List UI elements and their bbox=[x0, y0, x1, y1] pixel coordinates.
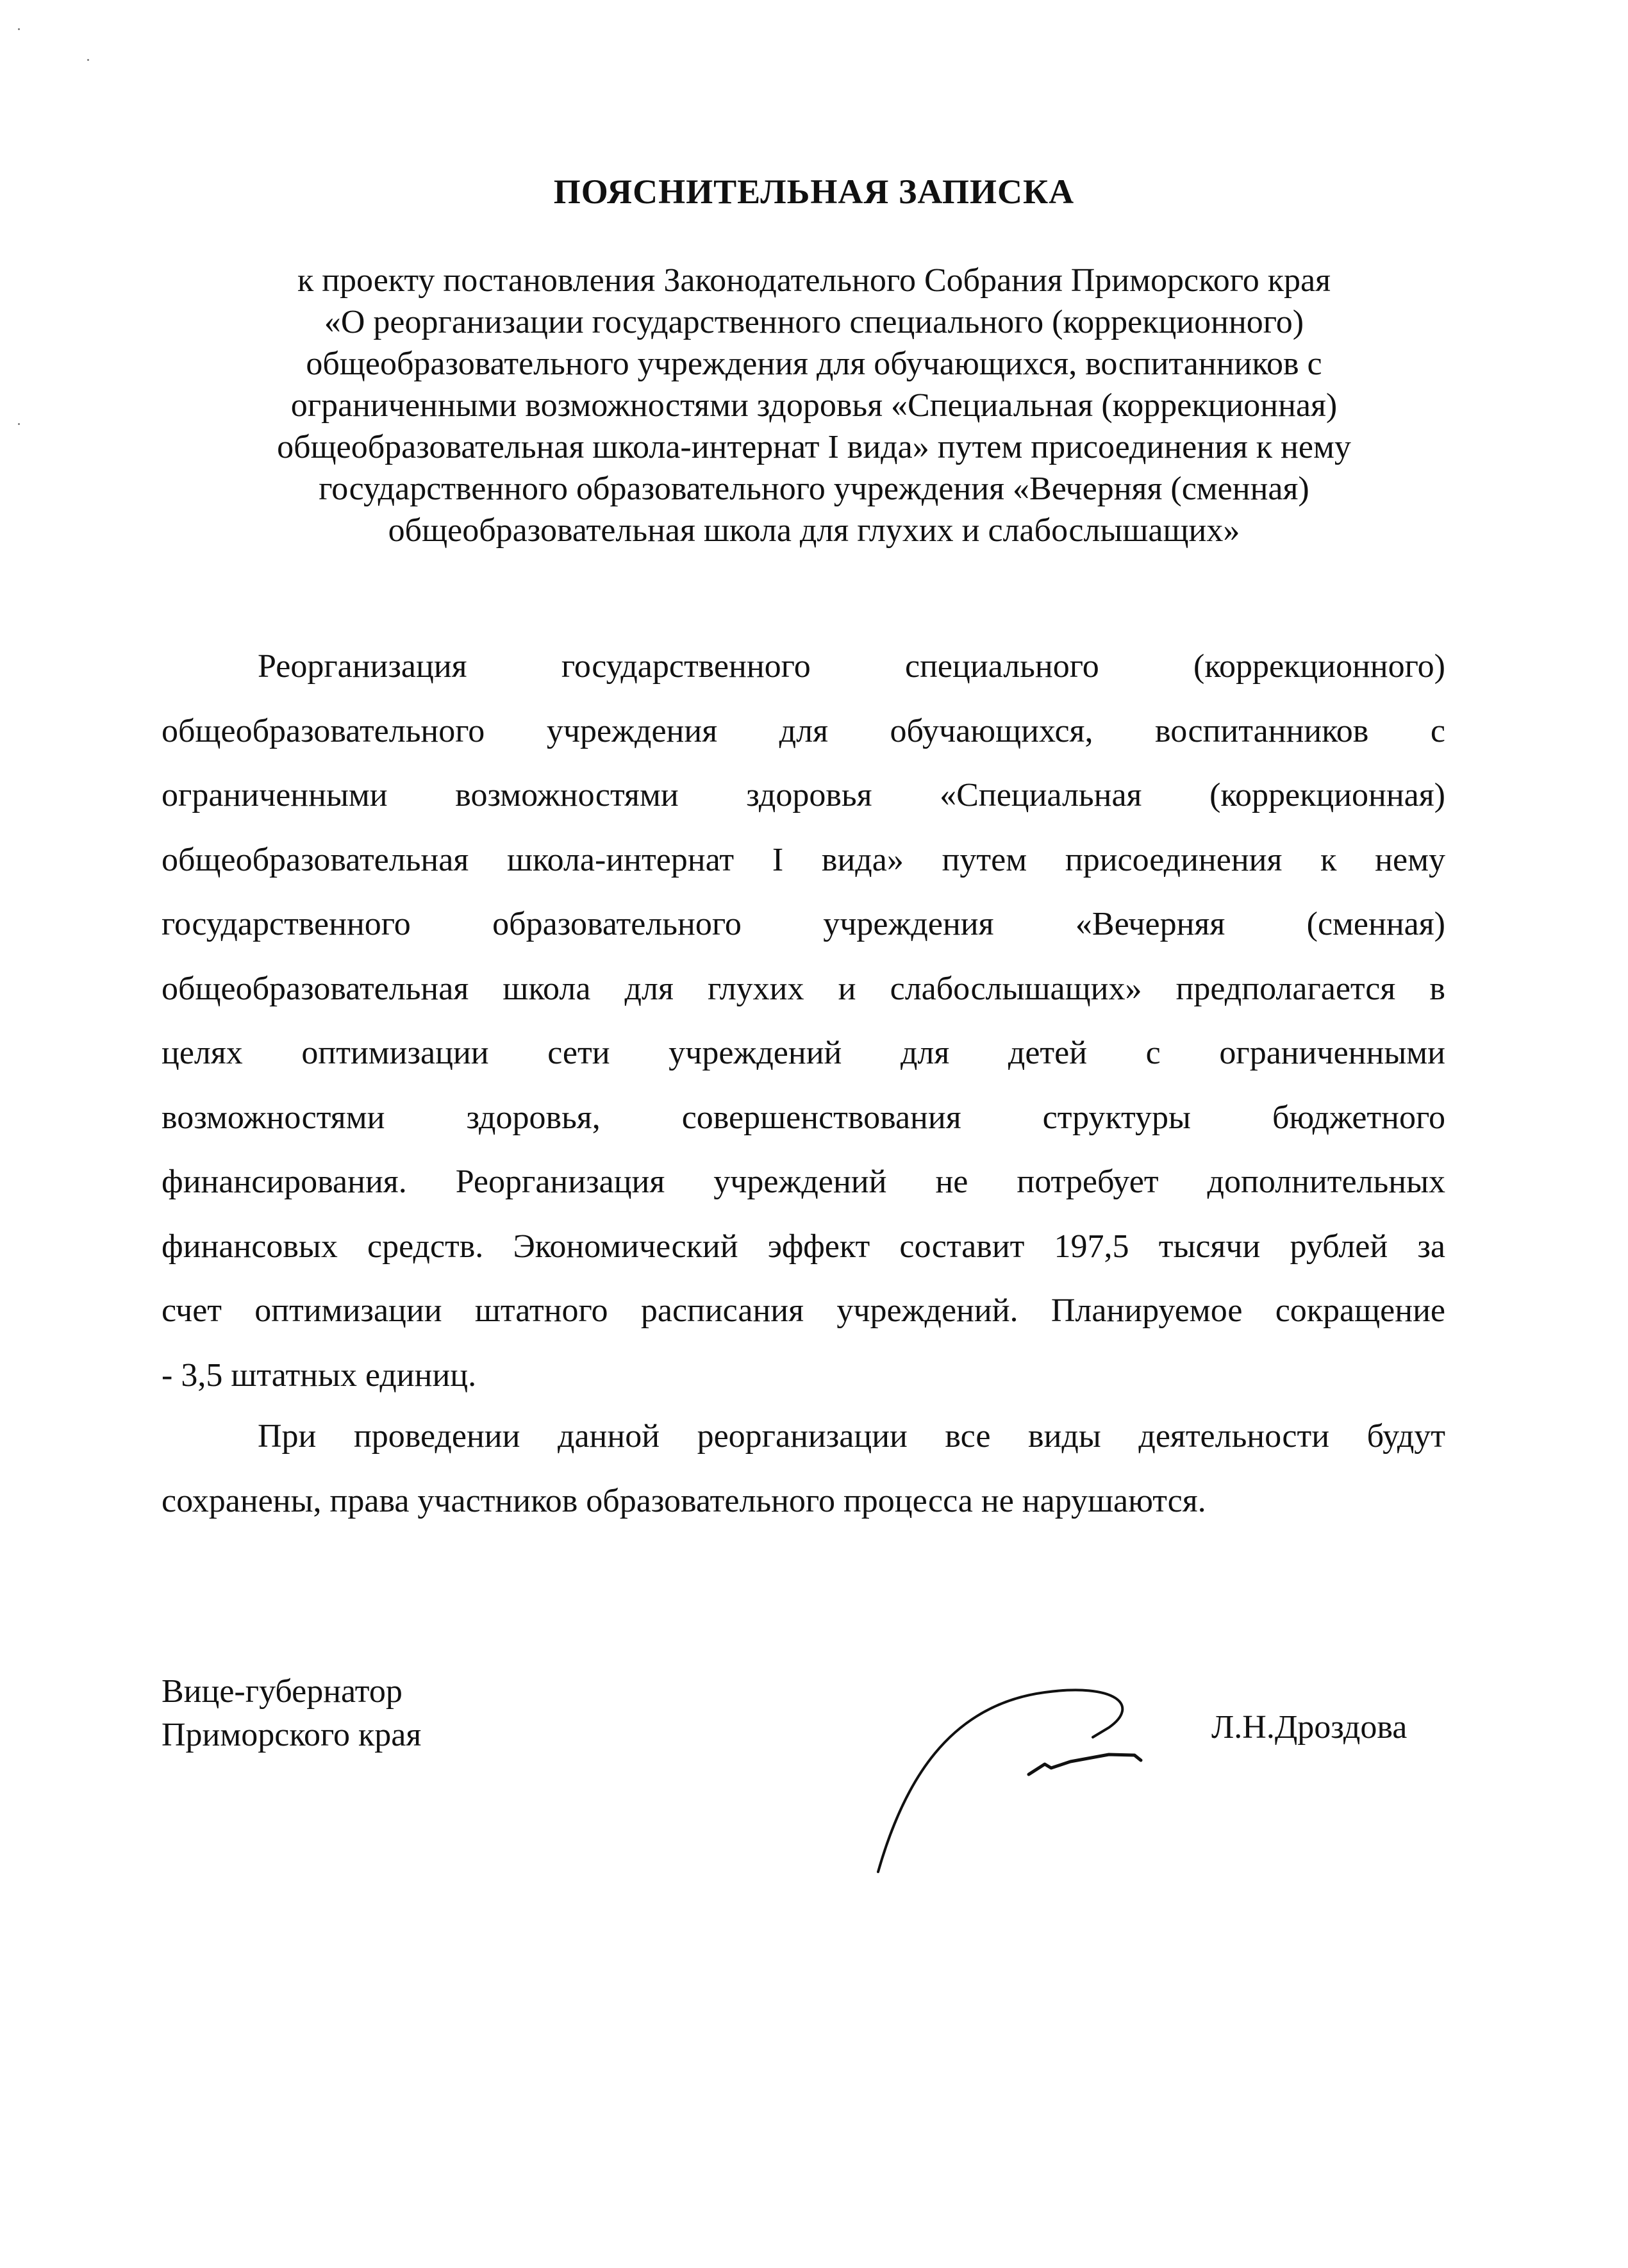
scan-speck bbox=[18, 423, 20, 425]
paragraph-line: счет оптимизации штатного расписания учреждений. Планируемое сокращение bbox=[162, 1292, 1445, 1329]
paragraph-1 bbox=[162, 635, 1445, 1408]
subtitle-line: «О реорганизации государственного специального (коррекционного) bbox=[324, 304, 1304, 340]
signatory-name: Л.Н.Дроздова bbox=[1211, 1709, 1408, 1746]
signatory-position-line: Приморского края bbox=[162, 1717, 422, 1753]
paragraph-line: возможностями здоровья, совершенствования структуры бюджетного bbox=[162, 1099, 1445, 1136]
subtitle-line: общеобразовательная школа-интернат I вида» путем присоединения к нему bbox=[277, 429, 1351, 465]
document-title: ПОЯСНИТЕЛЬНАЯ ЗАПИСКА bbox=[553, 172, 1075, 211]
scan-speck bbox=[87, 59, 89, 61]
signatory-position bbox=[162, 1670, 421, 1757]
paragraph-line: государственного образовательного учреждения «Вечерняя (сменная) bbox=[162, 906, 1445, 942]
paragraph-line: общеобразовательная школа-интернат I вида» путем присоединения к нему bbox=[162, 841, 1445, 878]
subtitle-line: общеобразовательная школа для глухих и слабослышащих» bbox=[388, 512, 1240, 549]
subtitle-line: государственного образовательного учреждения «Вечерняя (сменная) bbox=[319, 471, 1309, 507]
paragraph-line: общеобразовательного учреждения для обучающихся, воспитанников с bbox=[162, 712, 1445, 749]
subtitle-line: к проекту постановления Законодательного Собрания Приморского края bbox=[297, 262, 1331, 299]
paragraph-line: При проведении данной реорганизации все виды деятельности будут bbox=[258, 1418, 1445, 1455]
paragraph-line: общеобразовательная школа для глухих и слабослышащих» предполагается в bbox=[162, 970, 1445, 1007]
paragraph-line: - 3,5 штатных единиц. bbox=[162, 1356, 477, 1394]
paragraph-line: финансирования. Реорганизация учреждений не потребует дополнительных bbox=[162, 1163, 1445, 1200]
document-subtitle bbox=[186, 260, 1442, 551]
paragraph-line: финансовых средств. Экономический эффект составит 197,5 тысячи рублей за bbox=[162, 1228, 1445, 1265]
handwritten-signature bbox=[833, 1680, 1192, 1885]
paragraph-line: ограниченными возможностями здоровья «Специальная (коррекционная) bbox=[162, 777, 1445, 813]
paragraph-line: Реорганизация государственного специального (коррекционного) bbox=[258, 648, 1445, 685]
subtitle-line: общеобразовательного учреждения для обучающихся, воспитанников с bbox=[306, 346, 1322, 382]
paragraph-line: целях оптимизации сети учреждений для детей с ограниченными bbox=[162, 1035, 1445, 1071]
signatory-position-line: Вице-губернатор bbox=[162, 1673, 403, 1710]
paragraph-2 bbox=[162, 1405, 1445, 1533]
subtitle-line: ограниченными возможностями здоровья «Специальная (коррекционная) bbox=[290, 387, 1338, 424]
paragraph-line: сохранены, права участников образовательного процесса не нарушаются. bbox=[162, 1482, 1206, 1519]
scan-speck bbox=[18, 28, 20, 30]
